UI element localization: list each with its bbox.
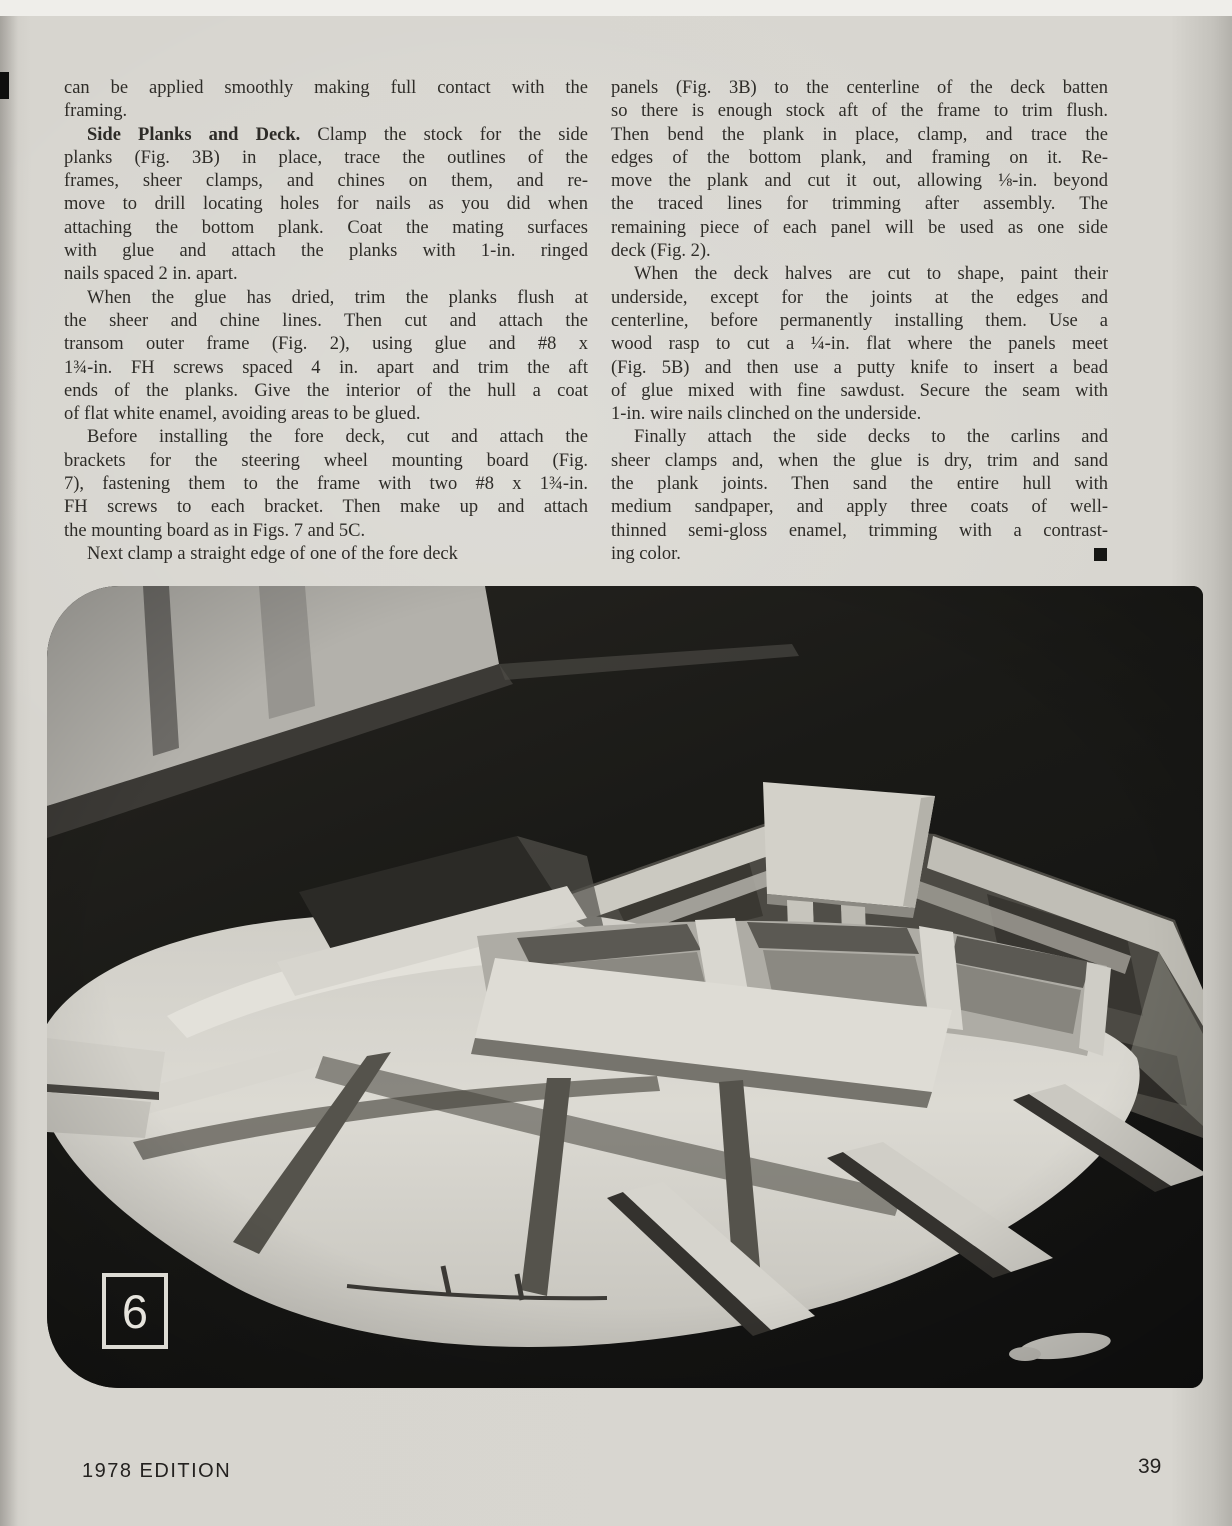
text-line: Then bend the plank in place, clamp, and trace the [611, 124, 1108, 145]
text-line: Before installing the fore deck, cut and attach the [87, 427, 588, 448]
text-line: 7), fastening them to the frame with two #8 x 1¾-in. [64, 474, 588, 495]
text-line: edges of the bottom plank, and framing on it. Re- [611, 147, 1108, 168]
text-line: Finally attach the side decks to the carlins and [634, 427, 1108, 448]
text-line: can be applied smoothly making full contact with the [64, 78, 588, 98]
text-line: FH screws to each bracket. Then make up and attach [64, 497, 588, 518]
ink-registration-mark [0, 72, 9, 99]
text-line: underside, except for the joints at the edges and [611, 287, 1108, 308]
text-line: planks (Fig. 3B) in place, trace the outlines of the [64, 147, 588, 168]
text-line: brackets for the steering wheel mounting board (Fig. [64, 450, 588, 471]
text-line: When the deck halves are cut to shape, paint their [634, 264, 1108, 285]
text-line: of flat white enamel, avoiding areas to be glued. [64, 404, 421, 425]
text-line: 1¾-in. FH screws spaced 4 in. apart and trim the aft [64, 357, 588, 378]
end-of-article-mark [1094, 548, 1107, 561]
text-line: Next clamp a straight edge of one of the fore deck [87, 543, 458, 564]
text-line: Side Planks and Deck. Clamp the stock for the side [87, 124, 588, 145]
text-line: (Fig. 5B) and then use a putty knife to insert a bead [611, 357, 1108, 378]
text-line: move the plank and cut it out, allowing ⅛-in. beyond [611, 171, 1108, 192]
text-line: the sheer and chine lines. Then cut and attach the [64, 310, 588, 331]
figure-number: 6 [121, 1284, 149, 1338]
text-line: ing color. [611, 543, 1108, 566]
article-column-right [611, 77, 1108, 566]
figure-number-badge [102, 1273, 168, 1349]
text-line: deck (Fig. 2). [611, 241, 711, 262]
text-line: framing. [64, 101, 128, 122]
text-line: ends of the planks. Give the interior of the hull a coat [64, 380, 588, 401]
text-line: When the glue has dried, trim the planks flush at [87, 287, 588, 308]
text-line: the traced lines for trimming after assembly. The [611, 194, 1108, 215]
article-column-left [64, 77, 588, 566]
text-line: centerline, before permanently installing them. Use a [611, 310, 1108, 331]
text-line: 1-in. wire nails clinched on the underside. [611, 404, 922, 425]
text-line: with glue and attach the planks with 1-in. ringed [64, 241, 588, 262]
paragraph-lead: Side Planks and Deck. [87, 124, 318, 145]
boat-hull-photo-illustration [47, 586, 1203, 1388]
footer-edition: 1978 EDITION [82, 1460, 232, 1482]
text-line: thinned semi-gloss enamel, trimming with a contrast- [611, 520, 1108, 541]
text-line: of glue mixed with fine sawdust. Secure the seam with [611, 380, 1108, 401]
text-line: transom outer frame (Fig. 2), using glue and #8 x [64, 334, 588, 355]
text-line: panels (Fig. 3B) to the centerline of the deck batten [611, 78, 1108, 98]
text-line: wood rasp to cut a ¼-in. flat where the panels meet [611, 334, 1108, 355]
text-line: medium sandpaper, and apply three coats of well- [611, 497, 1108, 518]
figure-photo [47, 586, 1203, 1388]
text-line: attaching the bottom plank. Coat the mating surfaces [64, 217, 588, 238]
text-line: the plank joints. Then sand the entire hull with [611, 474, 1108, 495]
footer-page-number: 39 [1138, 1455, 1162, 1478]
page-gutter-shadow [0, 16, 18, 1526]
text-line: nails spaced 2 in. apart. [64, 264, 238, 285]
text-line: frames, sheer clamps, and chines on them, and re- [64, 171, 588, 192]
scan-edge-strip [0, 0, 1232, 16]
text-line: remaining piece of each panel will be used as one side [611, 217, 1108, 238]
text-line: move to drill locating holes for nails as you did when [64, 194, 588, 215]
text-line: the mounting board as in Figs. 7 and 5C. [64, 520, 366, 541]
text-line: sheer clamps and, when the glue is dry, trim and sand [611, 450, 1108, 471]
text-line: so there is enough stock aft of the frame to trim flush. [611, 101, 1108, 122]
